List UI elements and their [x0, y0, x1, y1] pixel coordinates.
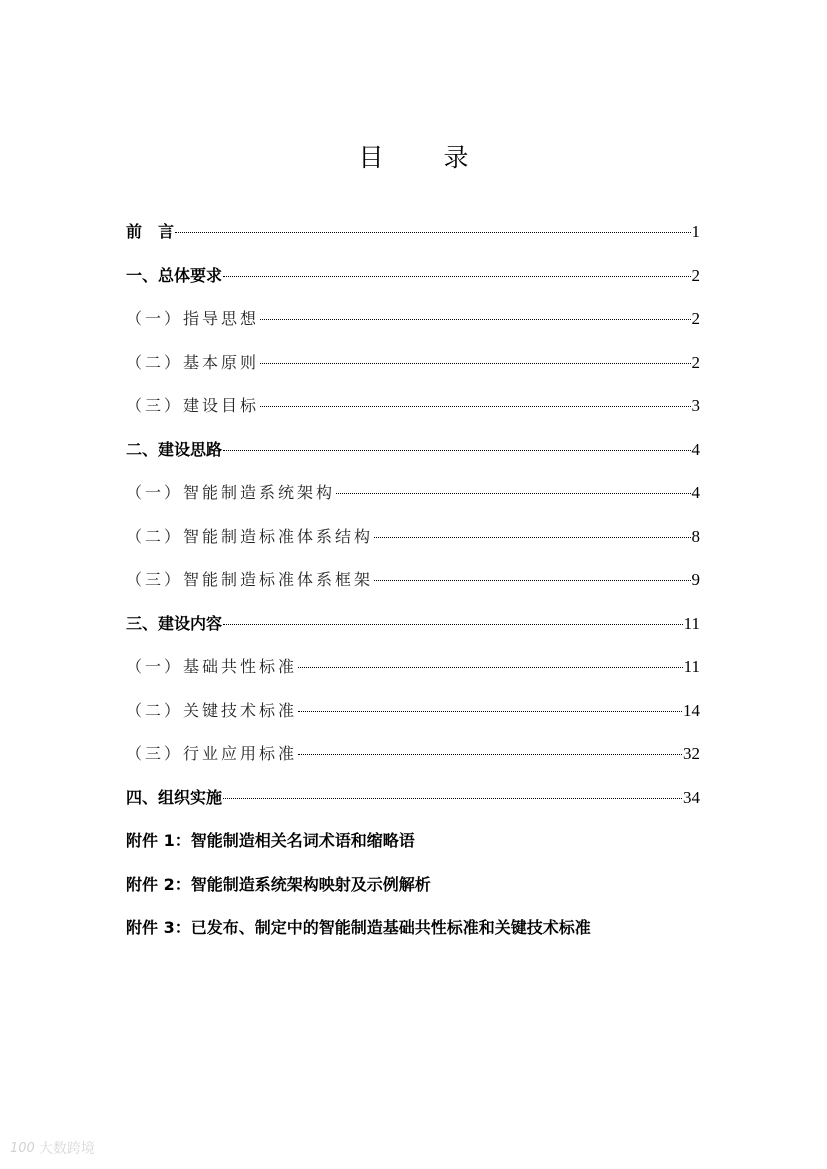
toc-page-number: 9	[691, 570, 700, 589]
toc-leader-dots	[223, 276, 690, 277]
toc-leader-dots	[336, 493, 690, 494]
toc-page-number: 4	[691, 439, 700, 459]
toc-row[interactable]	[126, 653, 700, 697]
toc-leader-dots	[260, 363, 690, 364]
toc-page-number: 2	[691, 309, 700, 328]
watermark-text: 大数跨境	[38, 1141, 95, 1157]
toc-page-number: 11	[683, 613, 700, 633]
toc-row[interactable]	[126, 479, 700, 523]
annex-label: 附件 3：已发布、制定中的智能制造基础共性标准和关键技术标准	[126, 918, 591, 937]
annex-row[interactable]	[126, 827, 700, 871]
toc-page-number: 1	[691, 222, 700, 241]
toc-leader-dots	[223, 798, 682, 799]
toc-label: （一）基础共性标准	[126, 657, 298, 676]
toc-leader-dots	[175, 232, 690, 233]
toc-leader-dots	[374, 580, 690, 581]
toc-row[interactable]	[126, 392, 700, 436]
toc-page-number: 8	[691, 526, 700, 546]
toc-label: 一、总体要求	[126, 265, 223, 285]
toc-label: （二）基本原则	[126, 352, 260, 372]
toc-page-number: 3	[691, 396, 700, 415]
toc-leader-dots	[223, 450, 690, 451]
toc-row[interactable]	[126, 610, 700, 654]
toc-row[interactable]	[126, 784, 700, 828]
toc-page-number: 32	[683, 744, 700, 763]
toc-page-number: 4	[691, 483, 700, 502]
toc-leader-dots	[298, 754, 682, 755]
toc-label: （三）行业应用标准	[126, 744, 298, 763]
toc-leader-dots	[374, 537, 690, 538]
toc-leader-dots	[298, 667, 683, 668]
toc-row[interactable]	[126, 697, 700, 741]
table-of-contents	[126, 218, 700, 958]
toc-row[interactable]	[126, 740, 700, 784]
annex-row[interactable]	[126, 871, 700, 915]
annex-label: 附件 2：智能制造系统架构映射及示例解析	[126, 874, 431, 894]
toc-label: （一）指导思想	[126, 309, 260, 328]
toc-leader-dots	[260, 406, 690, 407]
toc-label: 三、建设内容	[126, 613, 223, 633]
toc-label: （一）智能制造系统架构	[126, 483, 336, 502]
toc-label: 前 言	[126, 222, 175, 241]
toc-row[interactable]	[126, 262, 700, 306]
toc-page-number: 14	[683, 700, 700, 720]
toc-row[interactable]	[126, 523, 700, 567]
annex-label: 附件 1：智能制造相关名词术语和缩略语	[126, 831, 415, 850]
toc-page-number: 2	[691, 265, 700, 285]
watermark	[10, 1138, 95, 1158]
toc-row[interactable]	[126, 218, 700, 262]
toc-page-number: 11	[683, 657, 700, 676]
toc-label: （二）关键技术标准	[126, 700, 298, 720]
toc-page-number: 2	[691, 352, 700, 372]
toc-page-number: 34	[683, 787, 700, 807]
page-title: 目 录	[358, 143, 495, 172]
toc-leader-dots	[260, 319, 690, 320]
toc-row[interactable]	[126, 305, 700, 349]
annex-row[interactable]	[126, 914, 700, 958]
toc-label: 二、建设思路	[126, 439, 223, 459]
watermark-logo: 100	[10, 1140, 35, 1156]
toc-row[interactable]	[126, 349, 700, 393]
toc-label: （二）智能制造标准体系结构	[126, 526, 374, 546]
toc-label: 四、组织实施	[126, 787, 223, 807]
toc-leader-dots	[298, 711, 682, 712]
toc-label: （三）建设目标	[126, 396, 260, 415]
toc-row[interactable]	[126, 436, 700, 480]
toc-label: （三）智能制造标准体系框架	[126, 570, 374, 589]
toc-leader-dots	[223, 624, 683, 625]
toc-row[interactable]	[126, 566, 700, 610]
